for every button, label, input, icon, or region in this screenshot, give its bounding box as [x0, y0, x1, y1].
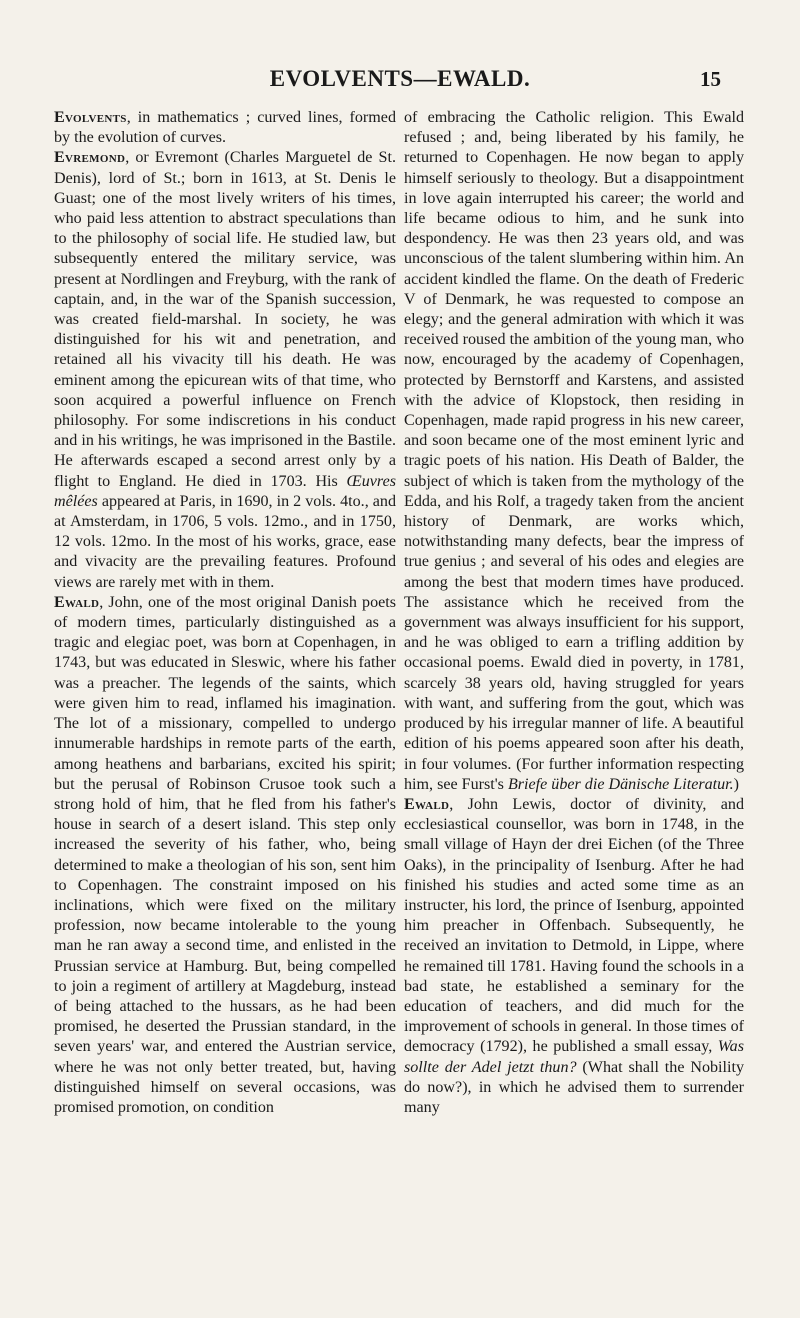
right-column — [404, 108, 744, 1118]
entry-ewald-john-continued — [404, 108, 744, 795]
entry-ewald-john — [54, 593, 396, 1118]
italic-title: Œuvres mêlées — [54, 472, 396, 510]
italic-title: Was sollte der Adel jetzt thun? — [404, 1038, 744, 1076]
headword: Evolvents — [54, 109, 127, 126]
entry-text: , or Evremont (Charles Marguetel de St. Denis), lord of St.; born in 1613, at St. Denis le Guast; one of the most lively writers of his times, who paid less attention to abstract speculations than to the philosophy of social life. He studied law, but subsequently entered the military service, was present at Nordlingen and Freyburg, with the rank of captain, and, in the war of the Spanish succession, was created field-marshal. In society, he was distinguished for his wit and penetration, and retained all his vivacity till his death. He was eminent among the epicurean wits of that time, who soon acquired a powerful influence on French philosophy. For some indiscretions in his conduct and in his writings, he was imprisoned in the Bastile. He afterwards escaped a second arrest only by a flight to England. He died in 1703. His — [54, 149, 396, 490]
entry-evolvents — [54, 108, 396, 148]
italic-title: Briefe über die Dänische Literatur. — [507, 775, 734, 793]
entry-text: of embracing the Catholic religion. This Ewald refused ; and, being liberated by his family, he returned to Copenhagen. He now began to apply himself seriously to theology. But a disappointment in love again interrupted his career; the world and life became odious to him, and he sunk into despondency. He was then 23 years old, and was unconscious of the talent slumbering within him. An accident kindled the flame. On the death of Frederic V of Denmark, he was requested to compose an elegy; and the general admiration with which it was received roused the ambition of the young man, who now, encouraged by the academy of Copenhagen, protected by Bernstorff and Karstens, and assisted with the advice of Klopstock, then residing in Copenhagen, made rapid progress in his new career, and soon became one of the most eminent lyric and tragic poets of his nation. His Death of Balder, the subject of which is taken from the mythology of the Edda, and his Rolf, a tragedy taken from the ancient history of Denmark, are works which, notwithstanding many defects, bear the impress of true genius ; and several of his odes and elegies are among the best that modern times have produced. The assistance which he received from the government was always insufficient for his support, and he was obliged to earn a trifling addition by occasional poems. Ewald died in poverty, in 1781, scarcely 38 years old, having struggled for years with want, and suffering from the gout, which was produced by his irregular manner of life. A beautiful edition of his poems appeared soon after his death, in four volumes. (For further information respecting him, see Furst's — [404, 109, 744, 793]
entry-ewald-john-lewis — [404, 795, 744, 1118]
entry-text: (What shall the Nobility do now?), in which he advised them to surrender many — [404, 1058, 744, 1116]
headword: Ewald — [54, 593, 100, 611]
headword: Ewald — [404, 795, 450, 813]
entry-text: , in mathematics ; curved lines, formed by the evolution of curves. — [54, 109, 396, 147]
headword: Evremond — [54, 149, 126, 167]
left-column — [54, 108, 396, 1118]
entry-evremond — [54, 148, 396, 592]
entry-text: , John Lewis, doctor of divinity, and ecclesiastical counsellor, was born in 1748, in the small village of Hayn der drei Eichen (of the Three Oaks), in the principality of Isenburg. After he had finished his studies and acted some time as an instructer, his lord, the prince of Isenburg, appointed him preacher in Offenbach. Subsequently, he received an invitation to Detmold, in Lippe, where he remained till 1781. Having found the schools in a bad state, he established a seminary for the education of teachers, and did much for the improvement of schools in general. In those times of democracy (1792), he published a small essay, — [404, 795, 744, 1056]
page-number: 15 — [700, 67, 721, 91]
entry-text: ) — [733, 775, 740, 793]
running-title: EVOLVENTS—EWALD. — [269, 66, 531, 91]
entry-text: , John, one of the most original Danish poets of modern times, particularly distinguished as a tragic and elegiac poet, was born at Copenhagen, in 1743, but was educated in Sleswic, where his father was a preacher. The legends of the saints, which were given him to read, inflamed his imagination. The lot of a missionary, compelled to undergo innumerable hardships in remote parts of the earth, among heathens and barbarians, excited his spirit; but the perusal of Robinson Crusoe took such a strong hold of him, that he fled from his father's house in search of a desert island. This step only increased the severity of his father, who, being determined to make a theologian of his son, sent him to Copenhagen. The constraint imposed on his inclinations, which were fixed on the military profession, now became intolerable to the young man he ran away a second time, and enlisted in the Prussian service at Hamburg. But, being compelled to join a regiment of artillery at Magdeburg, instead of being attached to the hussars, as he had been promised, he deserted the Prussian standard, in the seven years' war, and entered the Austrian service, where he was not only better treated, but, having distinguished himself on several occasions, was promised promotion, on condition — [54, 593, 396, 1116]
entry-text: appeared at Paris, in 1690, in 2 vols. 4to., and at Amsterdam, in 1706, 5 vols. 12mo., and in 1750, 12 vols. 12mo. In the most of his works, grace, ease and vivacity are the prevailing features. Profound views are rarely met with in them. — [54, 492, 396, 591]
